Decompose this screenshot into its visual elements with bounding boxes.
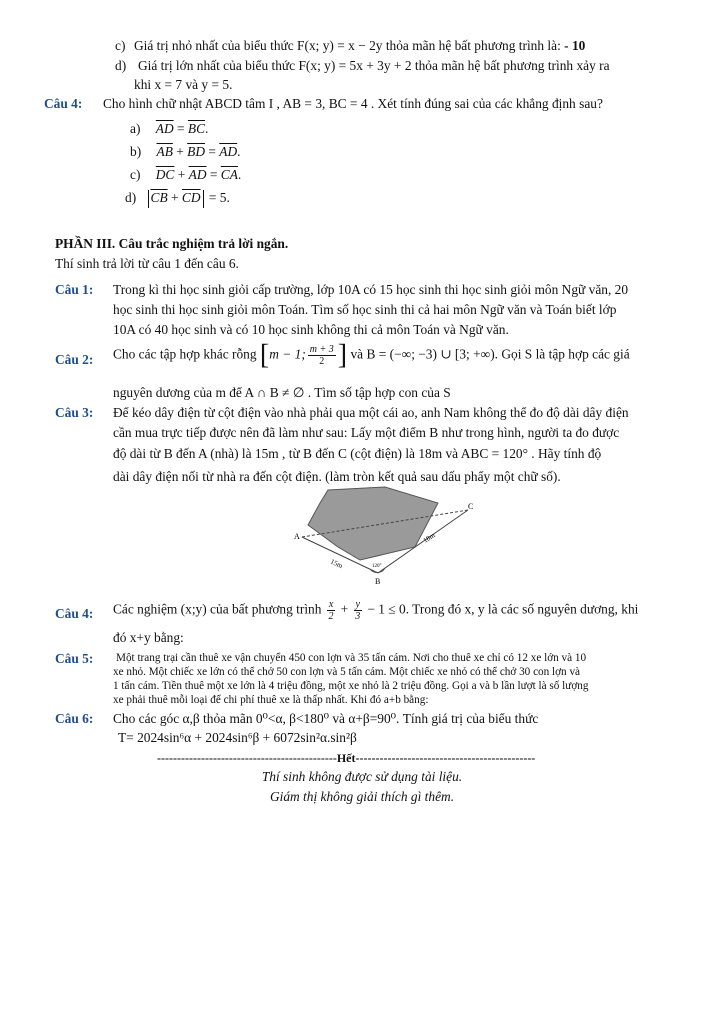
q6-line2: T= 2024sin⁶α + 2024sin⁶β + 6072sin²α.sin²β — [118, 730, 357, 745]
item-d-text2: khi x = 7 và y = 5. — [134, 77, 233, 92]
q1-label: Câu 1: — [55, 282, 94, 297]
question-text: Cho hình chữ nhật ABCD tâm I , AB = 3, BC = 4 . Xét tính đúng sai của các khẳng định sau? — [103, 96, 603, 111]
vector-item-a: a) $\overline{AD} = \overline{BC}$. — [130, 121, 209, 136]
vector-item-c: c) $\overline{DC} + \overline{AD} = \overline{CA}$. — [130, 167, 242, 182]
q4-line2: đó x+y bằng: — [113, 630, 184, 645]
fraction-x: $\frac{x}{2}$ — [328, 599, 334, 622]
abs-bar-left — [148, 190, 149, 208]
fraction: $\frac{m + 3}{2}$ — [309, 344, 334, 367]
q3-line2: cần mua trực tiếp được nên đã làm như sau: Lấy một điểm B như trong hình, người ta đo được — [113, 425, 620, 440]
abs-bar-right — [203, 190, 204, 208]
section-subtitle: Thí sinh trả lời từ câu 1 đến câu 6. — [55, 256, 239, 271]
item-d-label: d) — [115, 58, 127, 73]
q6-label: Câu 6: — [55, 711, 94, 726]
vector-item-b: b) $\overline{AB} + \overline{BD} = \overline{AD}$. — [130, 144, 241, 159]
length-bc-label: 18m — [421, 531, 437, 545]
point-b-label: B — [375, 577, 381, 585]
point-c-label: C — [468, 502, 474, 511]
q3-line3: độ dài từ B đến A (nhà) là 15m , từ B đến C (cột điện) là 18m và ABC = 120° . Hãy tính độ — [113, 446, 602, 461]
question-label: Câu 4: — [44, 96, 83, 111]
angle-label: 120° — [372, 564, 382, 569]
q5-line2: xe nhỏ. Một chiếc xe lớn có thể chở 50 con lợn và 5 tấn cám. Một chiếc xe nhỏ có thể chở 30 con lợn và — [113, 666, 581, 678]
item-d-text1: Giá trị lớn nhất của biểu thức F(x; y) = 5x + 3y + 2 thỏa mãn hệ bất phương trình xảy ra — [138, 58, 610, 73]
pond-figure — [290, 485, 490, 585]
item-c-label: c) — [115, 38, 126, 53]
q5-line1: Một trang trại cần thuê xe vận chuyển 450 con lợn và 35 tấn cám. Nơi cho thuê xe chỉ có 12 xe lớn và 10 — [116, 652, 587, 664]
q1-line1: Trong kì thi học sinh giỏi cấp trường, lớp 10A có 15 học sinh thi học sinh giỏi môn Ngữ văn, 20 — [113, 282, 629, 297]
section-title: PHẦN III. Câu trắc nghiệm trả lời ngắn. — [55, 236, 289, 251]
q6-line1: Cho các góc α,β thỏa mãn 0⁰<α, β<180⁰ và α+β=90⁰. Tính giá trị của biểu thức — [113, 711, 539, 726]
vector-item-d: d) $\overline{CB} + \overline{CD} = 5$. — [125, 189, 230, 208]
q4-line1: Các nghiệm (x;y) của bất phương trình $\frac{x}{2}$ + $\frac{y}{3}$ − 1 ≤ 0. Trong đó x, y là các số nguyên dương, khi — [113, 599, 639, 622]
footer-note-1: Thí sinh không được sử dụng tài liệu. — [261, 769, 463, 784]
point-a-label: A — [294, 532, 300, 541]
q3-label: Câu 3: — [55, 405, 94, 420]
q3-line1: Để kéo dây điện từ cột điện vào nhà phải qua một cái ao, anh Nam không thể đo độ dài dây điện — [113, 405, 629, 420]
q2-line1: Cho các tập hợp khác rỗng [m − 1; $\frac{m + 3}{2}$ ] và B = (−∞; −3) ∪ [3; +∞). Gọi S là tập hợp các giá — [113, 339, 630, 371]
item-c-text: Giá trị nhỏ nhất của biểu thức F(x; y) = x − 2y thỏa mãn hệ bất phương trình là: - 10 — [134, 38, 586, 53]
fraction-y: $\frac{y}{3}$ — [355, 599, 361, 622]
q1-line3: 10A có 40 học sinh và có 10 học sinh không thi cả môn Toán và Ngữ văn. — [113, 322, 509, 337]
q3-line4: dài dây điện nối từ nhà ra đến cột điện. (làm tròn kết quả sau dấu phẩy một chữ số). — [113, 469, 561, 484]
q4-label: Câu 4: — [55, 606, 94, 621]
q5-label: Câu 5: — [55, 651, 94, 666]
q5-line4: xe phải thuê mỗi loại để chi phí thuê xe là thấp nhất. Khi đó a+b bằng: — [113, 694, 429, 706]
footer-note-2: Giám thị không giải thích gì thêm. — [269, 789, 455, 804]
q2-label: Câu 2: — [55, 352, 94, 367]
length-ab-label: 15m — [329, 557, 344, 571]
q2-line2: nguyên dương của m để A ∩ B ≠ ∅ . Tìm số tập hợp con của S — [113, 385, 451, 400]
end-marker: ---------------------------------------------Hết--------------------------------------------- — [157, 751, 536, 765]
bracket-open: [ — [259, 339, 270, 371]
item-c-answer: - 10 — [564, 38, 586, 53]
bracket-close: ] — [337, 339, 348, 371]
q1-line2: học sinh thi học sinh giỏi môn Toán. Tìm số học sinh thi cả hai môn Ngữ văn và Toán biết lớp — [113, 302, 617, 317]
q5-line3: 1 tấn cám. Tiền thuê một xe lớn là 4 triệu đồng, một xe nhỏ là 2 triệu đồng. Gọi a và b lần lượt là số lượng — [113, 680, 589, 692]
